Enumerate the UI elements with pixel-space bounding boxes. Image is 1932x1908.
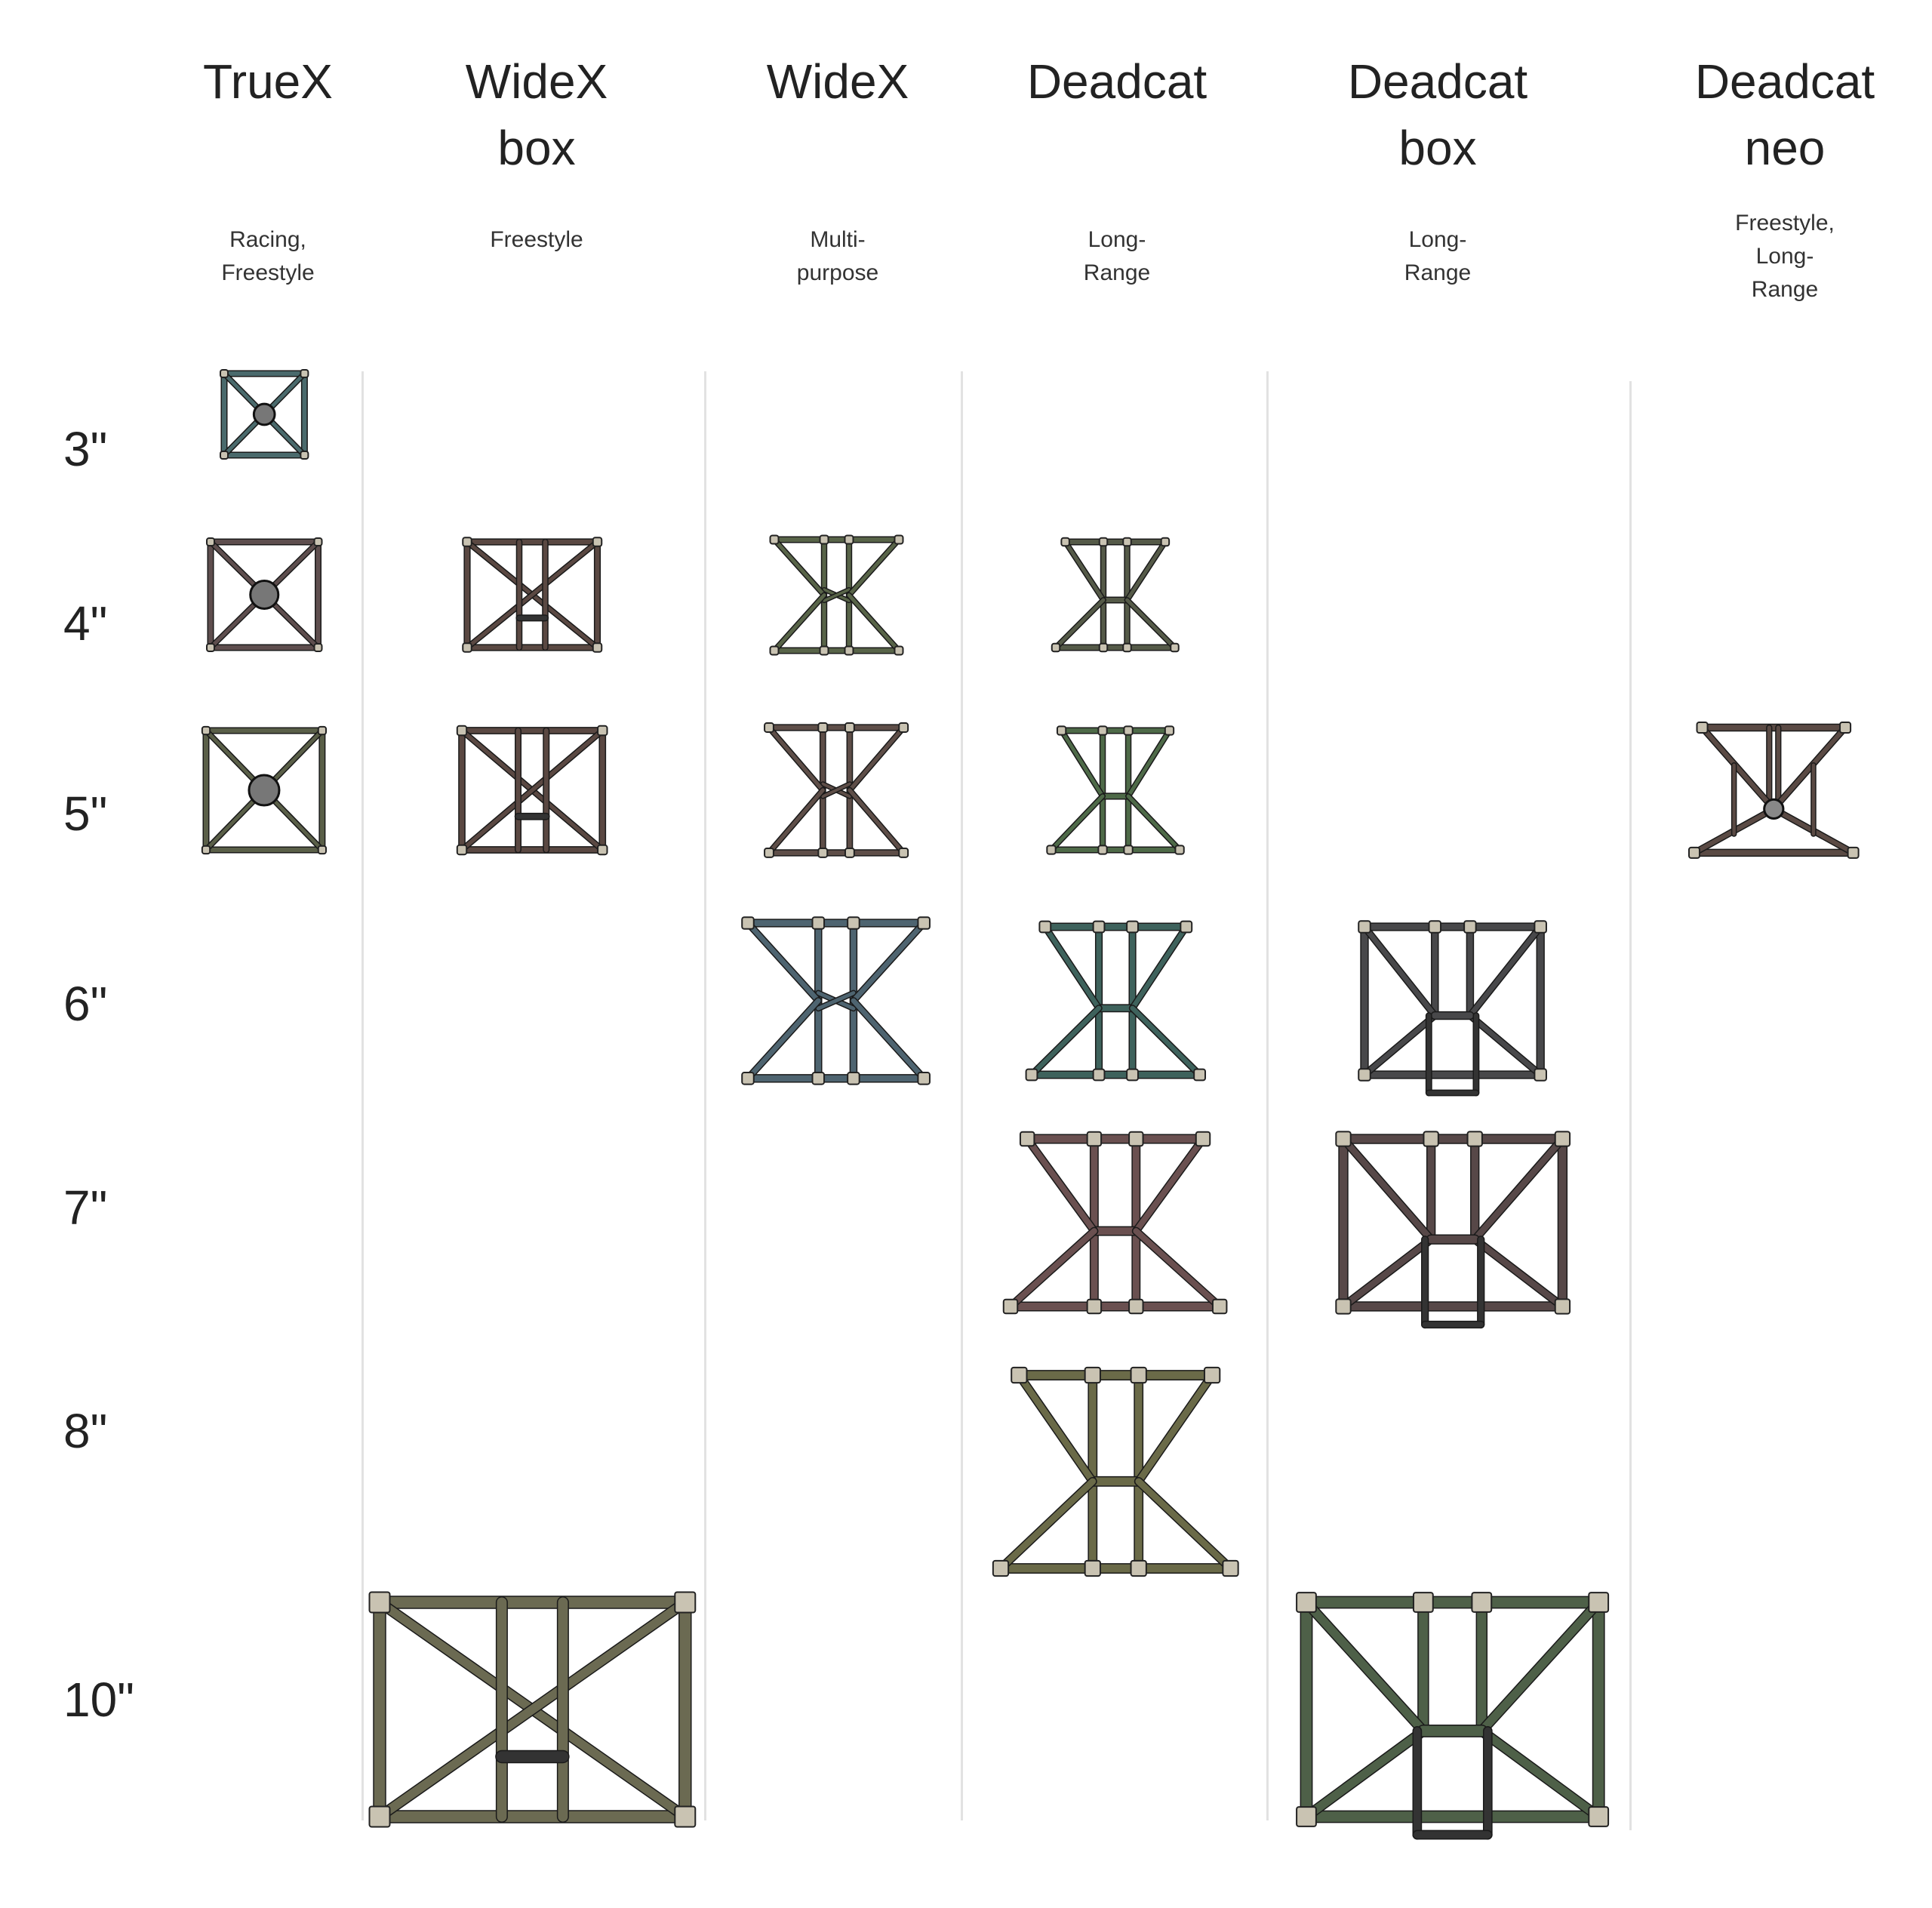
frame-drawing-deadcat <box>1001 1130 1229 1338</box>
column-title-line: Deadcat <box>1347 54 1528 109</box>
frame-tube <box>1482 1731 1599 1817</box>
frame-joint <box>1589 1593 1609 1612</box>
frame-joint <box>1100 644 1108 652</box>
frame-joint <box>202 727 210 734</box>
frame-joint <box>1555 1131 1570 1146</box>
frame-joint <box>820 646 828 654</box>
frame-tube <box>1128 731 1169 796</box>
frame-joint <box>1697 722 1707 733</box>
frame-joint <box>813 917 825 929</box>
frame-joint <box>1131 1368 1146 1383</box>
frame-joint <box>1161 538 1170 546</box>
frame-tube <box>1028 1139 1095 1231</box>
frame-joint <box>764 723 774 732</box>
frame-joint <box>1171 644 1180 652</box>
frame-joint <box>457 845 466 854</box>
frame-joint <box>207 644 214 651</box>
frame-joint <box>743 1072 755 1085</box>
frame-tube <box>1306 1731 1423 1817</box>
frame-drawing-truex <box>215 365 313 487</box>
frame-tube <box>1306 1602 1423 1731</box>
frame-joint <box>318 846 326 854</box>
frame-joint <box>220 370 228 377</box>
frame-drawing-deadcat-neo <box>1685 719 1863 885</box>
frame-joint <box>463 643 472 652</box>
size-label: 6" <box>63 977 108 1031</box>
flight-stack <box>249 775 279 805</box>
frame-joint <box>845 848 854 857</box>
frame-joint <box>1124 845 1132 854</box>
frame-joint <box>1039 922 1051 933</box>
frame-drawing-deadcat <box>992 1366 1240 1600</box>
frame-joint <box>1336 1299 1350 1313</box>
frame-tube <box>1132 1008 1199 1075</box>
column-use-line: Freestyle <box>221 260 315 285</box>
frame-joint <box>1011 1368 1026 1383</box>
frame-joint <box>1175 845 1183 854</box>
frame-joint <box>1467 1131 1481 1146</box>
frame-joint <box>675 1807 695 1827</box>
frame-drawing-truex <box>197 722 331 882</box>
frame-joint <box>1127 922 1138 933</box>
column-use-line: Long- <box>1088 227 1146 252</box>
frame-tube <box>849 540 899 595</box>
frame-joint <box>1124 726 1132 734</box>
frame-joint <box>1129 1132 1143 1146</box>
frame-drawing-deadcat-box <box>1334 1130 1571 1338</box>
frame-tube <box>850 790 903 853</box>
column-use-line: Long- <box>1408 227 1467 252</box>
column-use-line: Long- <box>1755 244 1814 269</box>
frame-drawing-widex <box>760 719 912 885</box>
frame-joint <box>764 848 774 857</box>
frame-tube <box>748 1001 818 1079</box>
frame-tube <box>1011 1231 1094 1306</box>
frame-tube <box>1056 600 1103 648</box>
frame-joint <box>1124 644 1132 652</box>
frame-joint <box>1555 1299 1570 1313</box>
column-use-line: purpose <box>796 260 879 285</box>
frame-tube <box>1128 542 1165 600</box>
column-use <box>423 223 650 257</box>
frame-tube <box>1774 728 1845 809</box>
column-use-line: Range <box>1751 277 1819 302</box>
frame-joint <box>1165 726 1174 734</box>
frame-joint <box>314 644 321 651</box>
frame-joint <box>1204 1368 1220 1383</box>
frame-tube <box>1364 927 1435 1016</box>
frame-joint <box>675 1593 695 1613</box>
frame-tube <box>1475 1239 1562 1306</box>
frame-joint <box>1297 1807 1316 1826</box>
frame-joint <box>894 646 903 654</box>
frame-joint <box>899 723 908 732</box>
frame-drawing-widex-box <box>458 533 607 679</box>
frame-tube <box>1032 1008 1099 1075</box>
frame-joint <box>314 538 321 546</box>
frame-joint <box>899 848 908 857</box>
frame-joint <box>845 723 854 732</box>
frame-joint <box>1847 848 1858 858</box>
frame-joint <box>1196 1132 1210 1146</box>
frame-joint <box>848 917 860 929</box>
frame-drawing-widex <box>765 531 908 682</box>
frame-drawing-widex-box <box>453 722 611 882</box>
frame-tube <box>1702 728 1774 809</box>
frame-joint <box>457 726 466 735</box>
frame-joint <box>918 917 931 929</box>
column-use <box>724 223 951 290</box>
frame-tube <box>1044 927 1098 1008</box>
frame-tube <box>1137 1139 1204 1231</box>
frame-joint <box>369 1593 389 1613</box>
column-title-line: box <box>1398 121 1477 175</box>
frame-joint <box>848 1072 860 1085</box>
frame-joint <box>993 1561 1008 1576</box>
column-title <box>974 48 1260 115</box>
frame-joint <box>1124 538 1132 546</box>
frame-joint <box>1098 845 1106 854</box>
column-use-line: Freestyle <box>490 227 583 252</box>
frame-tube <box>1343 1239 1431 1306</box>
column-title <box>125 48 411 115</box>
frame-joint <box>844 535 853 543</box>
frame-tube <box>1132 927 1186 1008</box>
column-use-line: Range <box>1083 260 1151 285</box>
column-divider <box>361 371 364 1820</box>
frame-tube <box>1470 1016 1540 1075</box>
frame-joint <box>1213 1300 1226 1313</box>
frame-drawing-deadcat <box>1042 722 1189 882</box>
frame-joint <box>1359 1069 1371 1081</box>
frame-joint <box>1223 1561 1238 1576</box>
frame-drawing-deadcat <box>1047 533 1184 679</box>
frame-tube <box>1062 731 1103 796</box>
frame-tube <box>1343 1139 1431 1239</box>
frame-joint <box>1423 1131 1438 1146</box>
frame-joint <box>844 646 853 654</box>
frame-joint <box>1062 538 1070 546</box>
frame-joint <box>743 917 755 929</box>
frame-drawing-widex <box>739 914 933 1110</box>
frame-tube <box>769 790 823 853</box>
frame-tube <box>1066 542 1103 600</box>
column-use-line: Freestyle, <box>1735 211 1835 235</box>
frame-joint <box>300 451 308 459</box>
flight-stack <box>250 580 278 608</box>
frame-joint <box>463 537 472 546</box>
frame-joint <box>220 451 228 459</box>
column-title-line: Deadcat <box>1026 54 1208 109</box>
frame-joint <box>1194 1069 1205 1081</box>
frame-tube <box>1138 1375 1211 1482</box>
column-title <box>1294 48 1581 181</box>
column-divider <box>1266 371 1269 1820</box>
frame-tube <box>854 923 924 1001</box>
frame-joint <box>369 1807 389 1827</box>
frame-joint <box>1535 921 1547 933</box>
frame-joint <box>1084 1368 1100 1383</box>
frame-joint <box>598 726 607 735</box>
size-label: 7" <box>63 1180 108 1235</box>
frame-joint <box>894 535 903 543</box>
frame-tube <box>1001 1482 1093 1568</box>
frame-joint <box>820 535 828 543</box>
frame-tube <box>849 595 899 651</box>
frame-tube <box>1128 600 1175 648</box>
frame-joint <box>1127 1069 1138 1081</box>
frame-tube <box>1137 1231 1220 1306</box>
frame-joint <box>1093 1069 1104 1081</box>
frame-tube <box>1470 927 1540 1016</box>
column-use <box>155 223 381 290</box>
frame-drawing-deadcat-box <box>1297 1593 1607 1848</box>
frame-joint <box>1131 1561 1146 1576</box>
frame-joint <box>1359 921 1371 933</box>
frame-tube <box>1051 796 1103 850</box>
frame-joint <box>1840 722 1850 733</box>
frame-tube <box>854 1001 924 1079</box>
frame-joint <box>1535 1069 1547 1081</box>
frame-tube <box>748 923 818 1001</box>
frame-joint <box>593 643 602 652</box>
frame-tube <box>1482 1602 1599 1731</box>
frame-joint <box>1429 921 1441 933</box>
frame-joint <box>818 848 827 857</box>
frame-tube <box>774 595 824 651</box>
frame-tube <box>850 728 903 790</box>
column-divider <box>704 371 706 1820</box>
size-label: 5" <box>63 786 108 841</box>
column-title-line: neo <box>1744 121 1826 175</box>
column-use-line: Multi- <box>810 227 866 252</box>
frame-joint <box>1026 1069 1037 1081</box>
frame-joint <box>593 537 602 546</box>
column-divider <box>1629 381 1632 1830</box>
frame-joint <box>318 727 326 734</box>
size-label: 4" <box>63 596 108 651</box>
frame-joint <box>598 845 607 854</box>
frame-joint <box>1098 726 1106 734</box>
frame-tube <box>1138 1482 1230 1568</box>
frame-joint <box>1084 1561 1100 1576</box>
frame-joint <box>202 846 210 854</box>
frame-tube <box>1019 1375 1092 1482</box>
frame-joint <box>818 723 827 732</box>
size-label: 10" <box>63 1673 134 1727</box>
column-title <box>1641 48 1928 181</box>
frame-joint <box>1336 1131 1350 1146</box>
size-label: 8" <box>63 1404 108 1458</box>
frame-tube <box>1364 1016 1435 1075</box>
column-title-line: box <box>497 121 576 175</box>
frame-joint <box>770 535 778 543</box>
frame-joint <box>1472 1593 1492 1612</box>
frame-joint <box>1414 1593 1433 1612</box>
frame-joint <box>813 1072 825 1085</box>
frame-joint <box>1180 922 1192 933</box>
frame-joint <box>1689 848 1700 858</box>
frame-joint <box>1004 1300 1017 1313</box>
column-use <box>1324 223 1551 290</box>
column-title-line: TrueX <box>203 54 333 109</box>
frame-joint <box>1020 1132 1034 1146</box>
column-use <box>1672 207 1898 306</box>
frame-drawing-truex <box>202 533 328 679</box>
column-title-line: WideX <box>766 54 909 109</box>
frame-joint <box>1297 1593 1316 1612</box>
flight-stack <box>254 404 275 425</box>
frame-joint <box>1589 1807 1609 1826</box>
frame-joint <box>1088 1300 1101 1313</box>
size-label: 3" <box>63 422 108 476</box>
column-use-line: Racing, <box>229 227 306 252</box>
frame-tube <box>1128 796 1180 850</box>
frame-joint <box>207 538 214 546</box>
flight-stack <box>1764 799 1783 818</box>
column-title-line: Deadcat <box>1694 54 1875 109</box>
frame-joint <box>1057 726 1066 734</box>
frame-drawing-deadcat <box>1023 918 1209 1106</box>
frame-tube <box>774 540 824 595</box>
frame-drawing-widex-box <box>371 1593 694 1848</box>
frame-drawing-deadcat-box <box>1355 918 1549 1106</box>
column-title <box>694 48 981 115</box>
frame-joint <box>1088 1132 1101 1146</box>
column-title <box>393 48 680 181</box>
frame-tube <box>1475 1139 1562 1239</box>
frame-joint <box>1047 845 1055 854</box>
column-divider <box>961 371 963 1820</box>
frame-joint <box>1093 922 1104 933</box>
column-use <box>1004 223 1230 290</box>
frame-joint <box>918 1072 931 1085</box>
frame-joint <box>770 646 778 654</box>
frame-tube <box>769 728 823 790</box>
column-use-line: Range <box>1404 260 1472 285</box>
frame-joint <box>1100 538 1108 546</box>
column-title-line: WideX <box>465 54 608 109</box>
frame-joint <box>1465 921 1477 933</box>
frame-joint <box>1129 1300 1143 1313</box>
frame-joint <box>1052 644 1060 652</box>
frame-joint <box>300 370 308 377</box>
